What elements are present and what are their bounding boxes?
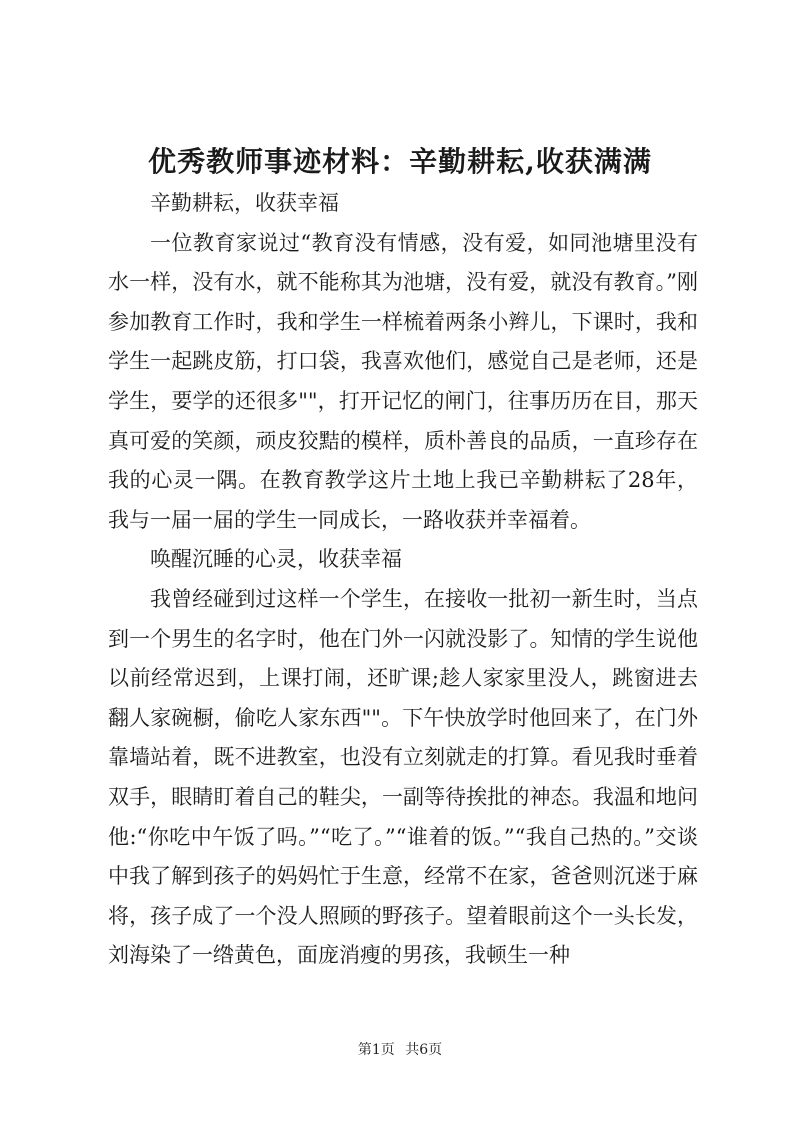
body-paragraph: 一位教育家说过“教育没有情感，没有爱，如同池塘里没有水一样，没有水，就不能称其为池塘，没有爱，就没有教育。”刚参加教育工作时，我和学生一样梳着两条小辫儿，下课时，我和学生一起跳皮筋，打口袋，我喜欢他们，感觉自己是老师，还是学生，要学的还很多""，打开记忆的闸门，往事历历在目，那天真可爱的笑颜，顽皮狡黠的模样，质朴善良的品质，一直珍存在我的心灵一隅。在教育教学这片土地上我已辛勤耕耘了28年，我与一届一届的学生一同成长，一路收获并幸福着。 xyxy=(108,230,698,532)
document-body xyxy=(108,184,698,976)
document-title: 优秀教师事迹材料：辛勤耕耘,收获满满 xyxy=(148,145,652,178)
page-total: 共6页 xyxy=(405,1042,443,1058)
section-heading: 唤醒沉睡的心灵，收获幸福 xyxy=(150,547,402,572)
page-footer xyxy=(0,1040,800,1060)
body-paragraph: 我曾经碰到过这样一个学生，在接收一批初一新生时，当点到一个男生的名字时，他在门外一闪就没影了。知情的学生说他以前经常迟到，上课打闹，还旷课;趁人家家里没人，跳窗进去翻人家碗橱，偷吃人家东西""。下午快放学时他回来了，在门外靠墙站着，既不进教室，也没有立刻就走的打算。看见我时垂着双手，眼睛盯着自己的鞋尖，一副等待挨批的神态。我温和地问他:“你吃中午饭了吗。”“吃了。”“谁着的饭。”“我自己热的。”交谈中我了解到孩子的妈妈忙于生意，经常不在家，爸爸则沉迷于麻将，孩子成了一个没人照顾的野孩子。望着眼前这个一头长发，刘海染了一绺黄色，面庞消瘦的男孩，我顿生一种 xyxy=(108,586,698,968)
section-heading: 辛勤耕耘，收获幸福 xyxy=(150,191,339,215)
page-number: 第1页 xyxy=(357,1042,395,1058)
